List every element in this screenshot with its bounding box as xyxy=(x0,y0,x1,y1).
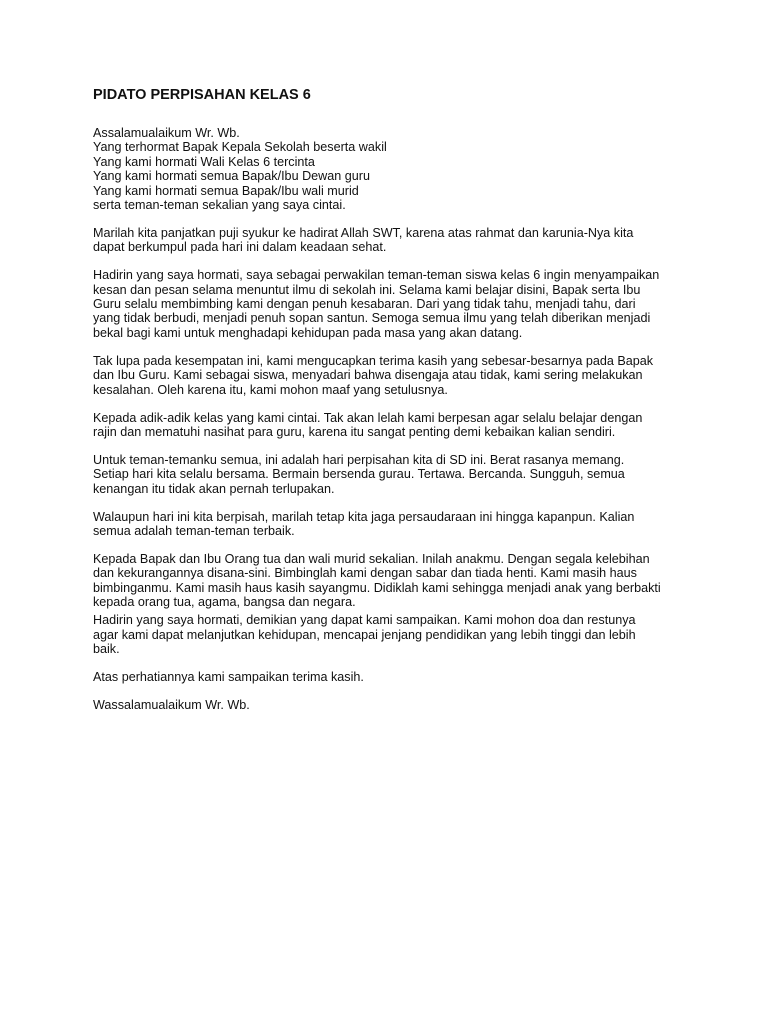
text-line: dapat berkumpul pada hari ini dalam keadaan sehat. xyxy=(93,240,387,255)
text-line: rajin dan mematuhi nasihat para guru, karena itu sangat penting demi kebaikan kalian sendiri. xyxy=(93,424,616,439)
text-line: Atas perhatiannya kami sampaikan terima kasih. xyxy=(93,670,364,685)
paragraph xyxy=(93,354,693,397)
paragraph xyxy=(93,670,693,684)
text-line: kesalahan. Oleh karena itu, kami mohon maaf yang setulusnya. xyxy=(93,382,448,397)
document-title: PIDATO PERPISAHAN KELAS 6 xyxy=(93,87,311,103)
paragraph xyxy=(93,552,693,610)
paragraph xyxy=(93,126,693,212)
text-line: dan kekurangannya disana-sini. Bimbinglah kami dengan sabar dan tiada henti. Kami masih haus xyxy=(93,566,637,581)
text-line: kenangan itu tidak akan pernah terlupakan. xyxy=(93,481,335,496)
text-line: Setiap hari kita selalu bersama. Bermain bersenda gurau. Tertawa. Bercanda. Sungguh, semua xyxy=(93,467,625,482)
text-line: Marilah kita panjatkan puji syukur ke hadirat Allah SWT, karena atas rahmat dan karunia-Nya kita xyxy=(93,225,634,240)
text-line: Tak lupa pada kesempatan ini, kami mengucapkan terima kasih yang sebesar-besarnya pada Bapak xyxy=(93,353,654,368)
paragraph xyxy=(93,510,693,539)
paragraph xyxy=(93,698,693,712)
text-line: Walaupun hari ini kita berpisah, marilah tetap kita jaga persaudaraan ini hingga kapanpun. Kalian xyxy=(93,509,635,524)
text-line: Guru selalu membimbing kami dengan penuh kesabaran. Dari yang tidak tahu, menjadi tahu, dari xyxy=(93,297,636,312)
text-line: Yang kami hormati Wali Kelas 6 tercinta xyxy=(93,154,315,169)
text-line: Hadirin yang saya hormati, demikian yang dapat kami sampaikan. Kami mohon doa dan restunya xyxy=(93,613,636,628)
text-line: Kepada Bapak dan Ibu Orang tua dan wali murid sekalian. Inilah anakmu. Dengan segala kelebihan xyxy=(93,551,650,566)
text-line: bimbinganmu. Kami masih haus kasih sayangmu. Didiklah kami sehingga menjadi anak yang berbakti xyxy=(93,580,661,595)
paragraph xyxy=(93,613,693,656)
text-line: Yang kami hormati semua Bapak/Ibu Dewan guru xyxy=(93,169,370,184)
text-line: agar kami dapat melanjutkan kehidupan, mencapai jenjang pendidikan yang lebih tinggi dan lebih xyxy=(93,627,636,642)
text-line: Yang terhormat Bapak Kepala Sekolah beserta wakil xyxy=(93,140,387,155)
paragraph xyxy=(93,268,693,340)
text-line: Kepada adik-adik kelas yang kami cintai. Tak akan lelah kami berpesan agar selalu belajar dengan xyxy=(93,410,643,425)
text-line: Wassalamualaikum Wr. Wb. xyxy=(93,698,250,713)
text-line: bekal bagi kami untuk menghadapi kehidupan pada masa yang akan datang. xyxy=(93,325,523,340)
text-line: dan Ibu Guru. Kami sebagai siswa, menyadari bahwa disengaja atau tidak, kami sering melakukan xyxy=(93,368,643,383)
text-line: yang tidak berbudi, menjadi penuh sopan santun. Semoga semua ilmu yang telah diberikan menjadi xyxy=(93,311,651,326)
paragraph xyxy=(93,411,693,440)
text-line: kepada orang tua, agama, bangsa dan negara. xyxy=(93,595,356,610)
text-line: Assalamualaikum Wr. Wb. xyxy=(93,126,240,140)
text-line: Untuk teman-temanku semua, ini adalah hari perpisahan kita di SD ini. Berat rasanya memang. xyxy=(93,452,625,467)
text-line: Hadirin yang saya hormati, saya sebagai perwakilan teman-teman siswa kelas 6 ingin menyampaikan xyxy=(93,268,660,283)
text-line: Yang kami hormati semua Bapak/Ibu wali murid xyxy=(93,183,359,198)
text-line: serta teman-teman sekalian yang saya cintai. xyxy=(93,198,346,213)
text-line: baik. xyxy=(93,642,120,657)
document-body xyxy=(93,126,693,713)
paragraph xyxy=(93,453,693,496)
text-line: kesan dan pesan selama menuntut ilmu di sekolah ini. Selama kami belajar disini, Bapak serta Ibu xyxy=(93,282,641,297)
text-line: semua adalah teman-teman terbaik. xyxy=(93,523,295,538)
document-page xyxy=(93,86,693,726)
paragraph xyxy=(93,226,693,255)
